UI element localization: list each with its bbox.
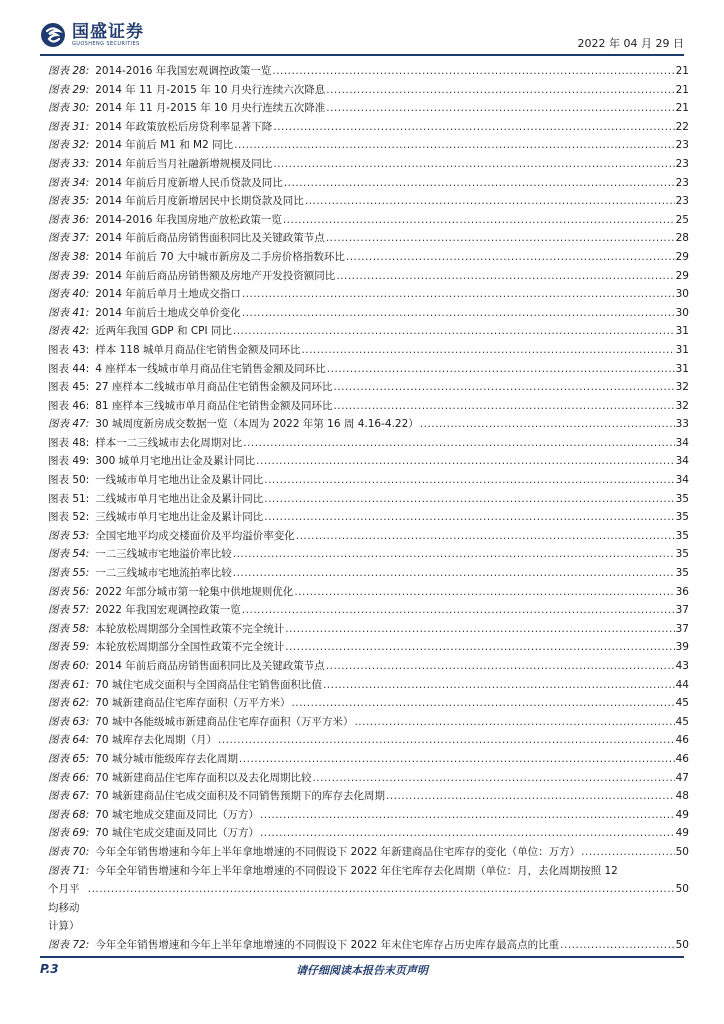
toc-entry-title: 本轮放松周期部分全国性政策不完全统计 <box>95 641 285 654</box>
toc-entry-page: 48 <box>675 790 689 803</box>
toc-entry[interactable] <box>48 378 689 397</box>
toc-entry-page: 50 <box>675 845 689 858</box>
toc-entry-label: 图表 60: <box>48 660 90 672</box>
toc-entry-page: 34 <box>675 474 689 487</box>
toc-entry-title: 70 城库存去化周期（月） <box>95 734 217 747</box>
toc-entry[interactable] <box>48 341 689 360</box>
disclaimer-note: 请仔细阅读本报告末页声明 <box>296 964 428 977</box>
toc-entry-label: 图表 71: <box>48 864 90 877</box>
toc-leader-dots <box>346 248 675 267</box>
toc-leader-dots <box>233 545 675 564</box>
toc-entry-page: 47 <box>675 771 689 784</box>
toc-leader-dots <box>312 769 674 788</box>
toc-entry[interactable] <box>48 322 689 341</box>
toc-entry-page: 46 <box>675 752 689 765</box>
toc-leader-dots <box>327 360 675 379</box>
toc-leader-dots <box>256 452 674 471</box>
toc-leader-dots <box>272 62 674 81</box>
toc-entry-title: 今年全年销售增速和今年上半年拿地增速的不同假设下 2022 年住宅库存去化周期（单位：月，去化周期按照 12 <box>95 864 618 877</box>
toc-entry-label: 图表 29: <box>48 83 90 96</box>
toc-entry-page: 21 <box>675 65 689 77</box>
toc-entry-label: 图表 38: <box>48 250 90 263</box>
toc-entry-title: 2014 年前后商品房销售额及房地产开发投资额同比 <box>95 269 336 282</box>
toc-entry[interactable] <box>48 936 689 955</box>
toc-leader-dots <box>260 824 675 843</box>
toc-entry-label: 图表 56: <box>48 585 90 598</box>
toc-entry-page: 50 <box>675 938 689 951</box>
toc-entry-label: 图表 36: <box>48 213 90 226</box>
toc-entry-page: 22 <box>675 120 689 133</box>
toc-entry[interactable] <box>48 211 689 230</box>
toc-leader-dots <box>264 508 674 527</box>
toc-entry-label: 图表 57: <box>48 604 90 617</box>
toc-entry-title: 2014 年 11 月-2015 年 10 月央行连续五次降准 <box>95 102 326 115</box>
toc-entry[interactable] <box>48 769 689 788</box>
toc-entry-title: 今年全年销售增速和今年上半年拿地增速的不同假设下 2022 年新建商品住宅库存的变化（单位：万方） <box>95 845 581 858</box>
toc-entry-label: 图表 34: <box>48 176 90 189</box>
toc-entry[interactable] <box>48 490 689 509</box>
toc-entry-page: 30 <box>675 288 689 301</box>
toc-leader-dots <box>326 81 674 100</box>
toc-leader-dots <box>294 583 674 602</box>
toc-entry[interactable] <box>48 806 689 825</box>
toc-entry-label: 图表 72: <box>48 938 90 951</box>
toc-entry-label: 图表 30: <box>48 102 90 115</box>
toc-entry-title: 27 座样本二线城市单月商品住宅销售金额及同环比 <box>95 381 333 394</box>
toc-entry[interactable] <box>48 545 689 564</box>
toc-entry-title: 2014 年前后月度新增居民中长期贷款及同比 <box>95 195 304 208</box>
toc-leader-dots <box>333 397 674 416</box>
toc-entry-page: 49 <box>675 808 689 821</box>
toc-entry[interactable] <box>48 304 689 323</box>
toc-entry-page: 23 <box>675 139 689 152</box>
toc-entry[interactable] <box>48 508 689 527</box>
toc-entry-label: 图表 67: <box>48 790 90 803</box>
toc-entry-label: 图表 49: <box>48 455 90 468</box>
toc-leader-dots <box>386 787 675 806</box>
toc-entry-title: 样本 118 城单月商品住宅销售金额及同环比 <box>95 343 301 356</box>
toc-entry-title: 2022 年部分城市第一轮集中供地规则优化 <box>95 585 294 598</box>
toc-leader-dots <box>233 564 675 583</box>
toc-entry-title: 300 城单月宅地出让金及累计同比 <box>95 455 256 468</box>
toc-entry-title: 4 座样本一线城市单月商品住宅销售金额及同环比 <box>95 362 326 375</box>
toc-entry-page: 36 <box>675 585 689 598</box>
toc-entry-title: 2014 年前后 M1 和 M2 同比 <box>95 139 234 152</box>
toc-entry-page: 35 <box>675 548 689 561</box>
toc-entry-title: 2014 年前后当月社融新增规模及同比 <box>95 157 273 170</box>
toc-entry-page: 50 <box>675 883 689 896</box>
toc-leader-dots <box>273 155 674 174</box>
toc-entry[interactable] <box>48 174 689 193</box>
toc-entry-label: 图表 53: <box>48 529 90 542</box>
toc-leader-dots <box>234 136 674 155</box>
toc-leader-dots <box>285 638 674 657</box>
toc-entry-label: 图表 44: <box>48 362 90 375</box>
toc-entry-title: 70 城住宅成交建面及同比（万方） <box>95 827 259 840</box>
toc-entry-page: 32 <box>675 399 689 412</box>
toc-entry-title: 2014 年 11 月-2015 年 10 月央行连续六次降息 <box>95 83 326 96</box>
toc-entry-title: 一二三线城市宅地溢价率比较 <box>95 548 232 561</box>
toc-entry-title: 2014-2016 年我国房地产放松政策一览 <box>95 213 282 226</box>
toc-entry[interactable] <box>48 155 689 174</box>
toc-leader-dots <box>326 229 675 248</box>
toc-leader-dots <box>420 415 675 434</box>
toc-entry-label: 图表 43: <box>48 343 90 356</box>
toc-entry-title: 2014 年前后 70 大中城市新房及二手房价格指数环比 <box>95 250 345 263</box>
toc-leader-dots <box>326 657 675 676</box>
toc-entry[interactable] <box>48 285 689 304</box>
toc-entry[interactable] <box>48 99 689 118</box>
toc-entry-label: 图表 41: <box>48 306 90 319</box>
toc-entry-page: 49 <box>675 827 689 840</box>
toc-entry-page: 45 <box>675 715 689 728</box>
toc-leader-dots <box>284 174 675 193</box>
toc-entry-page: 39 <box>675 641 689 654</box>
toc-leader-dots <box>560 936 674 955</box>
toc-leader-dots <box>242 304 675 323</box>
toc-entry[interactable] <box>48 601 689 620</box>
toc-leader-dots <box>88 880 675 899</box>
toc-entry[interactable] <box>48 527 689 546</box>
toc-entry[interactable] <box>48 731 689 750</box>
toc-entry-title: 81 座样本三线城市单月商品住宅销售金额及同环比 <box>95 399 333 412</box>
toc-entry[interactable] <box>48 638 689 657</box>
guosheng-logo-icon <box>40 22 66 48</box>
toc-entry-label: 图表 66: <box>48 771 90 784</box>
toc-entry-page: 21 <box>675 102 689 115</box>
toc-entry-title-continued: 个月平均移动计算） <box>48 883 80 933</box>
toc-entry-label: 图表 64: <box>48 734 90 747</box>
toc-entry[interactable] <box>48 694 689 713</box>
toc-entry-label: 图表 55: <box>48 567 90 580</box>
toc-entry-title: 2014 年前后月度新增人民币贷款及同比 <box>95 176 283 189</box>
toc-entry-page: 21 <box>675 83 689 96</box>
toc-entry-page: 31 <box>675 325 689 338</box>
toc-entry-label: 图表 39: <box>48 269 90 282</box>
toc-leader-dots <box>333 378 674 397</box>
toc-entry-title: 三线城市单月宅地出让金及累计同比 <box>95 511 264 524</box>
toc-entry[interactable] <box>48 267 689 286</box>
toc-leader-dots <box>243 434 674 453</box>
toc-leader-dots <box>285 620 674 639</box>
toc-entry[interactable] <box>48 452 689 471</box>
toc-entry-label: 图表 61: <box>48 678 90 691</box>
toc-leader-dots <box>242 285 675 304</box>
toc-entry-label: 图表 63: <box>48 715 90 728</box>
toc-entry[interactable] <box>48 434 689 453</box>
toc-entry-label: 图表 65: <box>48 752 90 765</box>
toc-entry-label: 图表 46: <box>48 399 90 412</box>
toc-entry[interactable] <box>48 415 689 434</box>
toc-entry-label: 图表 59: <box>48 641 90 654</box>
toc-entry[interactable] <box>48 81 689 100</box>
toc-entry-page: 31 <box>675 362 689 375</box>
toc-entry-page: 35 <box>675 492 689 505</box>
toc-entry[interactable] <box>48 229 689 248</box>
toc-entry-title: 70 城新建商品住宅库存面积（万平方米） <box>95 697 291 710</box>
toc-entry-label: 图表 70: <box>48 845 90 858</box>
toc-entry-page: 23 <box>675 176 689 189</box>
toc-entry[interactable] <box>48 676 689 695</box>
toc-entry-title: 近两年我国 GDP 和 CPI 同比 <box>95 325 232 338</box>
toc-entry[interactable] <box>48 360 689 379</box>
toc-entry-title: 70 城中各能级城市新建商品住宅库存面积（万平方米） <box>95 715 354 728</box>
toc-entry-page: 32 <box>675 381 689 394</box>
toc-entry-page: 35 <box>675 511 689 524</box>
toc-entry-title: 70 城新建商品住宅成交面积及不同销售预期下的库存去化周期 <box>95 790 385 803</box>
toc-leader-dots <box>283 211 675 230</box>
toc-entry[interactable] <box>48 136 689 155</box>
toc-leader-dots <box>260 806 675 825</box>
toc-entry-page: 34 <box>675 436 689 449</box>
toc-entry-label: 图表 42: <box>48 325 90 338</box>
toc-entry-title: 全国宅地平均成交楼面价及平均溢价率变化 <box>95 529 295 542</box>
toc-entry-title: 2014 年政策放松后房贷利率显著下降 <box>95 120 273 133</box>
toc-leader-dots <box>242 601 675 620</box>
toc-leader-dots <box>239 750 675 769</box>
toc-entry-label: 图表 40: <box>48 288 90 301</box>
toc-entry-page: 37 <box>675 604 689 617</box>
header-divider <box>40 54 684 56</box>
toc-entry-label: 图表 58: <box>48 622 90 635</box>
toc-entry-page: 28 <box>675 232 689 245</box>
toc-entry[interactable] <box>48 843 689 862</box>
toc-leader-dots <box>354 713 674 732</box>
footer-divider <box>40 956 684 958</box>
toc-entry-label: 图表 48: <box>48 436 90 449</box>
toc-leader-dots <box>336 267 674 286</box>
toc-entry-label: 图表 33: <box>48 157 90 170</box>
toc-entry-label: 图表 69: <box>48 827 90 840</box>
toc-leader-dots <box>233 322 675 341</box>
toc-entry-page: 31 <box>675 343 689 356</box>
toc-entry-title: 70 城住宅成交面积与全国商品住宅销售面积比值 <box>95 678 322 691</box>
toc-entry[interactable] <box>48 787 689 806</box>
brand-name-cn: 国盛证券 <box>72 22 144 42</box>
toc-entry-page: 33 <box>675 418 689 431</box>
toc-entry-label: 图表 31: <box>48 120 90 133</box>
toc-entry-title: 一二三线城市宅地流拍率比较 <box>95 567 232 580</box>
toc-leader-dots <box>296 527 675 546</box>
toc-entry-page: 30 <box>675 306 689 319</box>
toc-entry-label: 图表 32: <box>48 139 90 152</box>
toc-entry-page: 46 <box>675 734 689 747</box>
toc-entry-label: 图表 37: <box>48 232 90 245</box>
toc-entry-page: 45 <box>675 697 689 710</box>
toc-entry[interactable] <box>48 620 689 639</box>
toc-entry-page: 43 <box>675 660 689 672</box>
toc-leader-dots <box>218 731 675 750</box>
toc-entry-label: 图表 52: <box>48 511 90 524</box>
toc-entry-label: 图表 35: <box>48 195 90 208</box>
toc-entry-label: 图表 50: <box>48 474 90 487</box>
toc-leader-dots <box>301 341 674 360</box>
toc-entry-title: 一线城市单月宅地出让金及累计同比 <box>95 474 264 487</box>
toc-leader-dots <box>581 843 674 862</box>
toc-entry-label: 图表 45: <box>48 381 90 394</box>
toc-entry[interactable] <box>48 713 689 732</box>
toc-entry-page: 34 <box>675 455 689 468</box>
toc-leader-dots <box>305 192 675 211</box>
toc-leader-dots <box>264 471 674 490</box>
toc-entry-title: 2014 年前后商品房销售面积同比及关键政策节点 <box>95 660 325 672</box>
figure-index-list <box>48 62 689 955</box>
toc-entry[interactable] <box>48 62 689 81</box>
toc-entry[interactable] <box>48 564 689 583</box>
toc-entry-page: 37 <box>675 622 689 635</box>
toc-entry-title: 本轮放松周期部分全国性政策不完全统计 <box>95 622 285 635</box>
toc-entry-title: 70 城分城市能级库存去化周期 <box>95 752 238 765</box>
toc-entry-label: 图表 28: <box>48 65 90 77</box>
toc-entry[interactable] <box>48 824 689 843</box>
toc-entry-page: 35 <box>675 529 689 542</box>
company-logo <box>40 22 144 48</box>
toc-leader-dots <box>273 118 674 137</box>
toc-entry[interactable] <box>48 248 689 267</box>
toc-entry-label: 图表 51: <box>48 492 90 505</box>
toc-entry-label: 图表 68: <box>48 808 90 821</box>
toc-entry-page: 23 <box>675 195 689 208</box>
toc-entry-title: 样本一二三线城市去化周期对比 <box>95 436 243 449</box>
toc-entry-title: 30 城周度新房成交数据一览（本周为 2022 年第 16 周 4.16-4.22） <box>95 418 419 431</box>
toc-entry-page: 23 <box>675 157 689 170</box>
toc-entry[interactable] <box>48 583 689 602</box>
toc-entry-page: 25 <box>675 213 689 226</box>
toc-entry-page: 29 <box>675 269 689 282</box>
toc-entry-label: 图表 54: <box>48 548 90 561</box>
toc-entry-title: 70 城新建商品住宅库存面积以及去化周期比较 <box>95 771 312 784</box>
toc-entry-label: 图表 47: <box>48 418 90 431</box>
toc-entry-label: 图表 62: <box>48 697 90 710</box>
toc-entry-title: 2014 年前后商品房销售面积同比及关键政策节点 <box>95 232 325 245</box>
toc-entry-page: 35 <box>675 567 689 580</box>
toc-entry[interactable] <box>48 471 689 490</box>
toc-entry[interactable] <box>48 118 689 137</box>
brand-name-en: GUOSHENG SECURITIES <box>72 41 140 47</box>
toc-leader-dots <box>326 99 674 118</box>
toc-leader-dots <box>264 490 674 509</box>
toc-entry-title: 二线城市单月宅地出让金及累计同比 <box>95 492 264 505</box>
toc-entry-title: 2014 年前后土地成交单价变化 <box>95 306 241 319</box>
page-header <box>0 0 724 58</box>
toc-leader-dots <box>291 694 674 713</box>
page-number: P.3 <box>40 962 59 976</box>
toc-entry[interactable] <box>48 397 689 416</box>
toc-entry-page: 29 <box>675 250 689 263</box>
toc-entry-title: 2014 年前后单月土地成交指口 <box>95 288 241 301</box>
toc-entry-title: 70 城宅地成交建面及同比（万方） <box>95 808 259 821</box>
toc-entry-title: 2022 年我国宏观调控政策一览 <box>95 604 241 617</box>
toc-entry-title: 今年全年销售增速和今年上半年拿地增速的不同假设下 2022 年末住宅库存占历史库存最高点的比重 <box>95 938 560 951</box>
toc-entry-page: 44 <box>675 678 689 691</box>
toc-leader-dots <box>323 676 675 695</box>
toc-entry-title: 2014-2016 年我国宏观调控政策一览 <box>95 65 272 77</box>
toc-entry[interactable] <box>48 657 689 676</box>
report-date: 2022 年 04 月 29 日 <box>577 37 684 50</box>
toc-entry[interactable] <box>48 862 689 936</box>
toc-entry[interactable] <box>48 750 689 769</box>
toc-entry[interactable] <box>48 192 689 211</box>
